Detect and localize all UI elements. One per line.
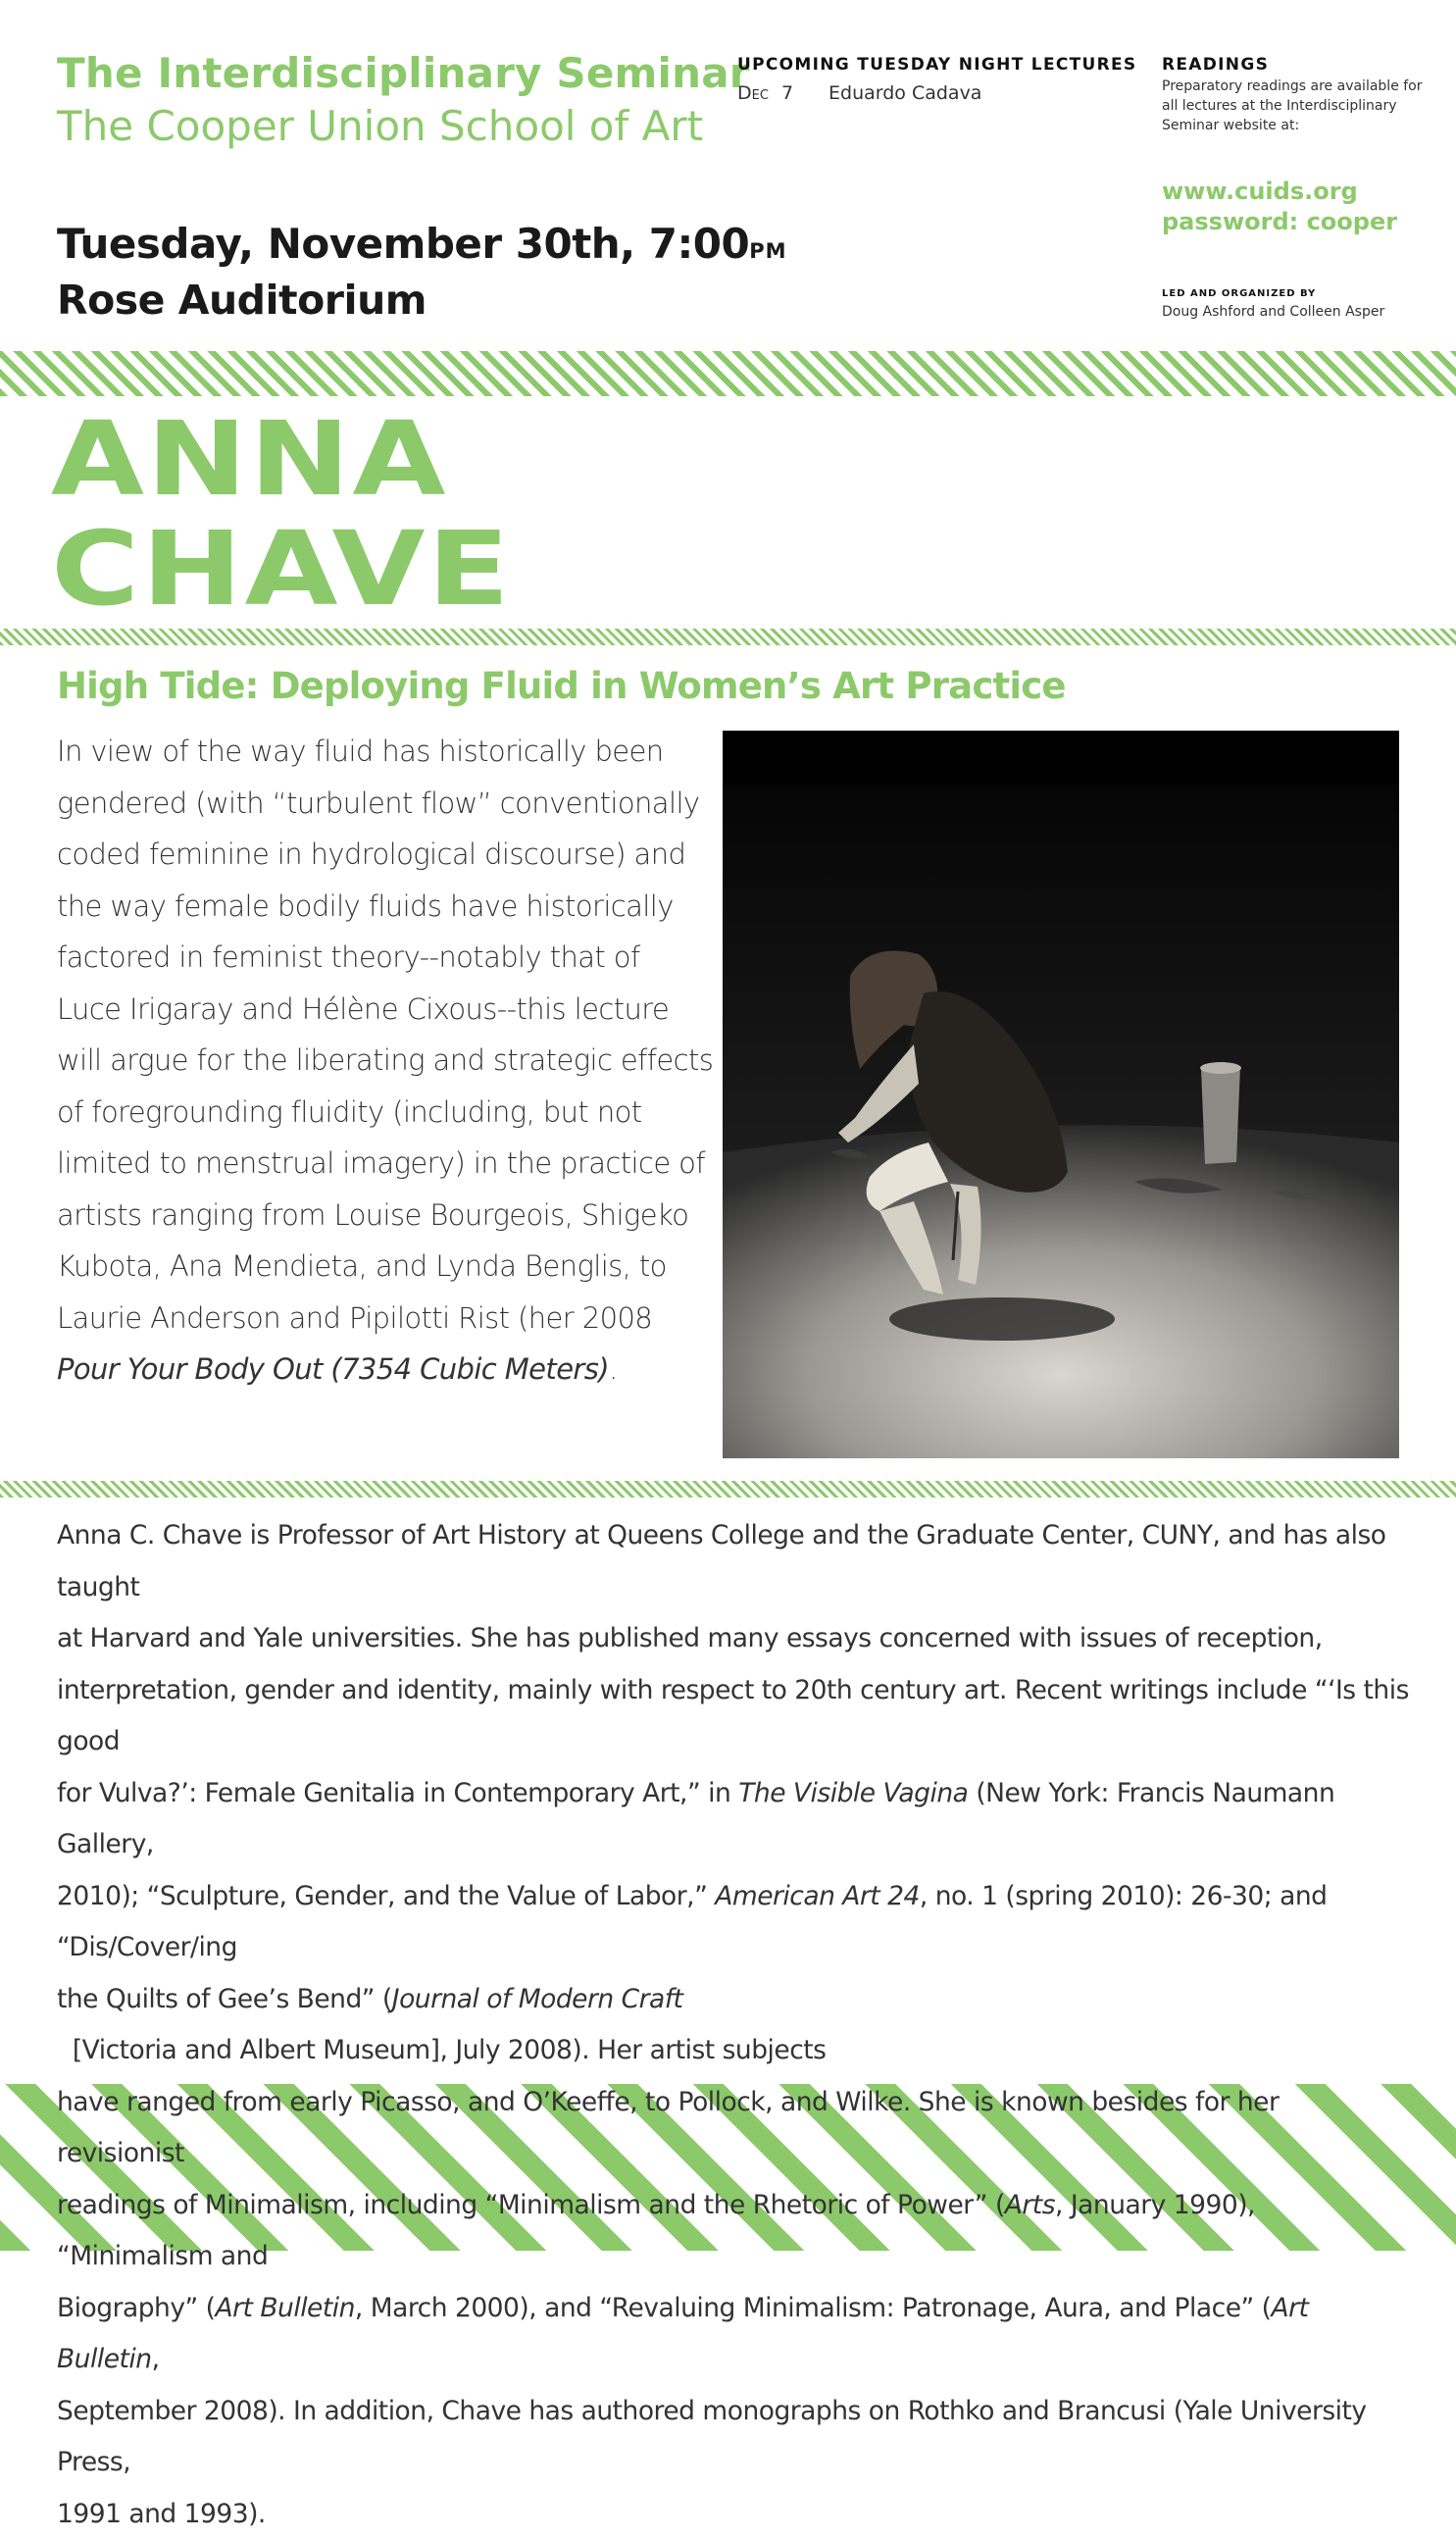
abstract-line: artists ranging from Louise Bourgeois, Shigeko <box>57 1190 714 1242</box>
upcoming-heading: UPCOMING TUESDAY NIGHT LECTURES <box>737 55 1136 75</box>
bio-text: readings of Minimalism, including “Minimalism and the Rhetoric of Power” ( <box>57 2190 1005 2220</box>
bio-text: 2010); “Sculpture, Gender, and the Value of Labor,” <box>57 1881 715 1911</box>
bio-text: (New York: Francis Naumann Gallery, <box>57 1778 1334 1860</box>
bio-line <box>57 2283 1410 2386</box>
abstract-line: Laurie Anderson and Pipilotti Rist (her 2008 <box>57 1293 714 1345</box>
abstract-line: In view of the way fluid has historically been <box>57 726 714 778</box>
bio-text: , March 2000), and “Revaluing Minimalism: Patronage, Aura, and Place” ( <box>355 2293 1272 2323</box>
upcoming-lecture <box>737 82 981 104</box>
stripe-divider-middle <box>0 629 1456 645</box>
stripe-divider-top <box>0 351 1456 396</box>
abstract-line-last <box>57 1344 714 1396</box>
abstract-end: . <box>609 1352 618 1386</box>
artwork-title: Pour Your Body Out (7354 Cubic Meters) <box>57 1352 609 1386</box>
website-password: password: cooper <box>1162 207 1397 237</box>
speaker-first-name: ANNA <box>51 404 512 514</box>
bio-line: September 2008). In addition, Chave has authored monographs on Rothko and Brancusi (Yale University Press, <box>57 2386 1410 2489</box>
abstract-line: the way female bodily fluids have historically <box>57 881 714 933</box>
readings-heading: READINGS <box>1162 55 1269 75</box>
abstract-line: Luce Irigaray and Hélène Cixous--this lecture <box>57 984 714 1036</box>
bio-line <box>57 1768 1410 1871</box>
lecture-month: Dec <box>737 82 781 104</box>
event-date-pm: pm <box>749 231 786 266</box>
bio-citation: Art Bulletin <box>57 2293 1308 2375</box>
lecture-photo <box>723 731 1399 1458</box>
abstract-line: factored in feminist theory--notably that of <box>57 932 714 984</box>
bio-citation: Art Bulletin <box>216 2293 355 2323</box>
bio-text: the Quilts of Gee’s Bend” ( <box>57 1984 392 2014</box>
photo-illustration <box>723 731 1399 1458</box>
seminar-title: The Interdisciplinary Seminar <box>57 49 750 98</box>
bio-line: interpretation, gender and identity, mainly with respect to 20th century art. Recent writings include “‘Is this good <box>57 1665 1410 1768</box>
event-date <box>57 220 787 268</box>
organizers-names: Doug Ashford and Colleen Asper <box>1162 304 1384 320</box>
abstract-line: of foregrounding fluidity (including, but not <box>57 1087 714 1139</box>
organizers-heading: LED AND ORGANIZED BY <box>1162 288 1316 299</box>
website-link[interactable]: www.cuids.org <box>1162 177 1397 207</box>
bio-text: , January 1990), “Minimalism and <box>57 2190 1255 2272</box>
speaker-bio <box>57 1510 1410 2540</box>
abstract-line: will argue for the liberating and strategic effects <box>57 1035 714 1087</box>
school-name: The Cooper Union School of Art <box>57 102 703 151</box>
bio-text: Biography” ( <box>57 2293 216 2323</box>
event-date-main: Tuesday, November 30th, 7:00 <box>57 220 749 268</box>
event-venue: Rose Auditorium <box>57 277 427 324</box>
abstract-line: limited to menstrual imagery) in the practice of <box>57 1138 714 1190</box>
bio-text: , <box>152 2344 160 2374</box>
lecture-speaker: Eduardo Cadava <box>828 82 981 104</box>
bio-line <box>57 1871 1410 1974</box>
lecture-day: 7 <box>781 82 828 104</box>
bio-line: 1991 and 1993). <box>57 2489 1410 2540</box>
bio-text: , no. 1 (spring 2010): 26-30; and “Dis/Cover/ing <box>57 1881 1327 1963</box>
bio-line <box>57 1974 1410 2077</box>
bio-citation: Journal of Modern Craft <box>392 1984 683 2014</box>
bio-line <box>57 2180 1410 2283</box>
abstract-line: coded feminine in hydrological discourse) and <box>57 829 714 881</box>
lecture-abstract <box>57 726 714 1396</box>
lecture-title: High Tide: Deploying Fluid in Women’s Art Practice <box>57 665 1066 707</box>
bio-text: for Vulva?’: Female Genitalia in Contemporary Art,” in <box>57 1778 738 1808</box>
abstract-line: Kubota, Ana Mendieta, and Lynda Benglis, to <box>57 1241 714 1293</box>
stripe-divider-lower <box>0 1481 1456 1498</box>
bio-citation: American Art 24 <box>715 1881 920 1911</box>
abstract-line: gendered (with “turbulent flow” conventionally <box>57 778 714 830</box>
bio-citation: Arts <box>1005 2190 1055 2220</box>
bio-text: [Victoria and Albert Museum], July 2008). Her artist subjects <box>57 2035 826 2065</box>
speaker-name <box>51 404 512 624</box>
website-block <box>1162 177 1397 237</box>
bio-citation: The Visible Vagina <box>738 1778 968 1808</box>
bio-line: at Harvard and Yale universities. She has published many essays concerned with issues of reception, <box>57 1613 1410 1665</box>
bio-line: have ranged from early Picasso, and O’Keeffe, to Pollock, and Wilke. She is known besides for her revisionist <box>57 2077 1410 2180</box>
readings-text: Preparatory readings are available for all lectures at the Interdisciplinary Seminar website at: <box>1162 76 1427 135</box>
bio-line: Anna C. Chave is Professor of Art History at Queens College and the Graduate Center, CUNY, and has also taught <box>57 1510 1410 1613</box>
speaker-last-name: CHAVE <box>51 514 512 624</box>
